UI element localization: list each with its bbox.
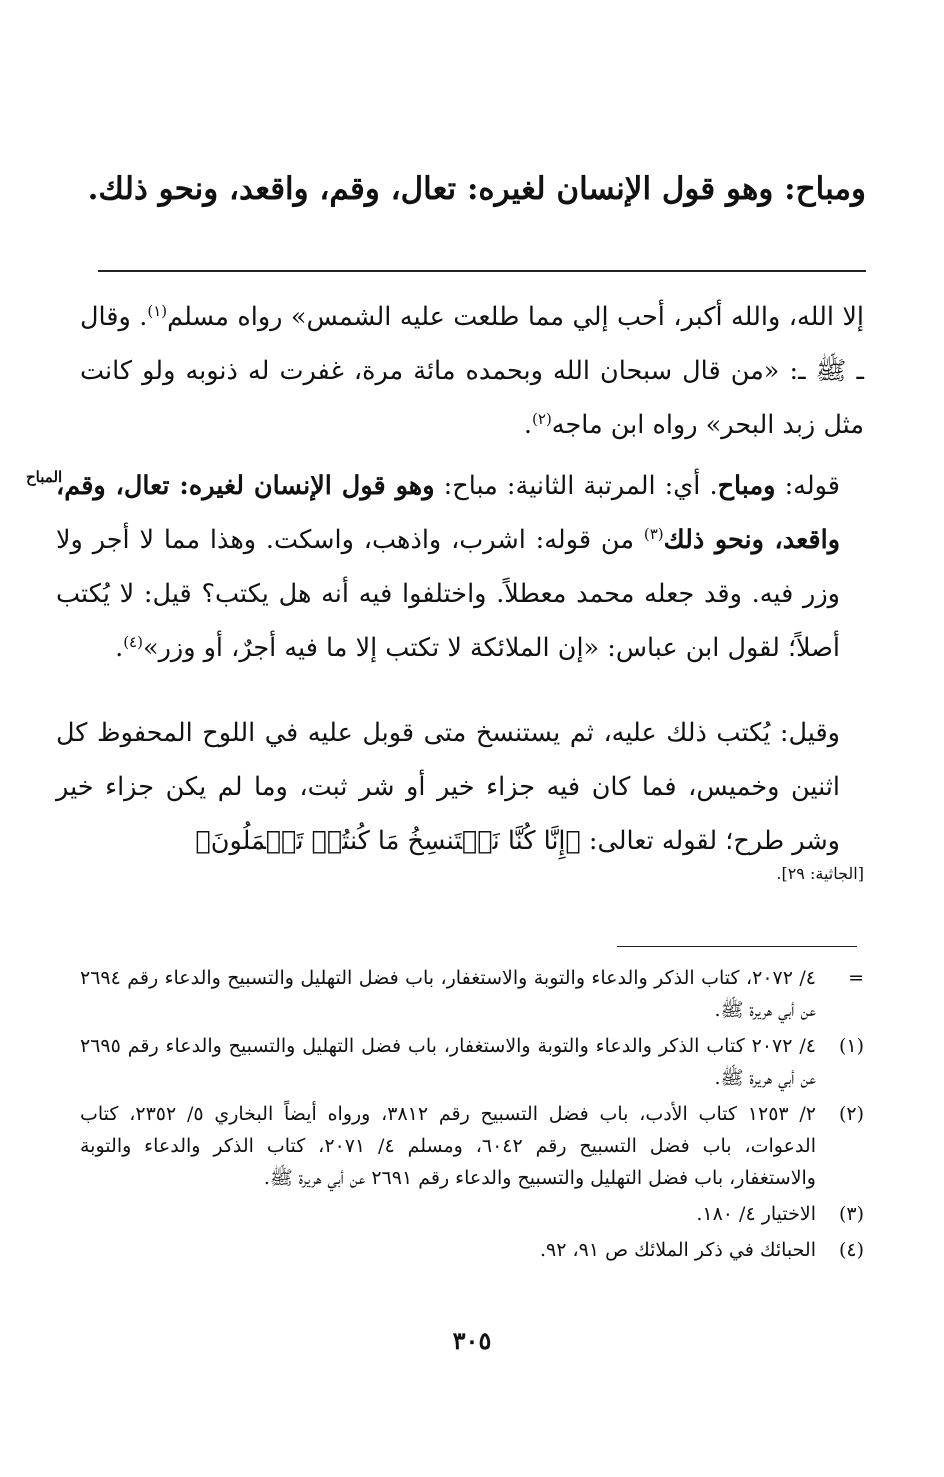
p2-bold-mubah: ومباح: [717, 471, 776, 501]
p1-text-a: إلا الله، والله أكبر، أحب إلي مما طلعت عليه الشمس» رواه مسلم: [167, 302, 864, 332]
footnote-ref-4[interactable]: (٤): [123, 633, 143, 651]
commentary-paragraph-3: [56, 706, 864, 868]
p2-bold-matn-quote: وهو قول الإنسان لغيره: تعال، وقم، واقعد، ونحو ذلك: [56, 471, 841, 555]
footnote-text: ٤/ ٢٠٧٢، كتاب الذكر والدعاء والتوبة والاستغفار، باب فضل التهليل والتسبيح والدعاء رقم ٢٦٩٤ عن أبي هريرة ﷺ.: [80, 967, 816, 1021]
quran-citation: [الجاثية: ٢٩].: [776, 864, 864, 883]
page-number: ٣٠٥: [452, 1326, 492, 1355]
footnote-separator: [617, 946, 857, 947]
footnote-ref-1[interactable]: (١): [147, 302, 168, 320]
footnote-ref-3[interactable]: (٣): [643, 525, 664, 543]
footnote-text: ٢/ ١٢٥٣ كتاب الأدب، باب فضل التسبيح رقم ٣٨١٢، ورواه أيضاً البخاري ٥/ ٢٣٥٢، كتاب الدعوات، باب فضل التسبيح رقم ٦٠٤٢، ومسلم ٤/ ٢٠٧١، كتاب الذكر والدعاء والتوبة والاستغفار، باب فضل التهليل والتسبيح والدعاء رقم ٢٦٩١ عن أبي هريرة ﷺ.: [80, 1103, 816, 1189]
p2-text-f: .: [115, 633, 124, 663]
footnote-item: [80, 1198, 864, 1230]
separator-rule: [98, 270, 866, 272]
commentary-paragraph-2: [56, 459, 864, 675]
footnote-number: (١): [838, 1035, 864, 1057]
footnote-item: [80, 1234, 864, 1266]
footnote-item: [80, 962, 864, 1026]
footnote-item: [80, 1030, 864, 1094]
p2-text-e: من قوله: اشرب، واذهب، واسكت. وهذا مما لا أجر ولا وزر فيه. وقد جعله محمد معطلاً. واختلفوا فيه أنه هل يكتب؟ قيل: لا يُكتب أصلاً؛ لقول ابن عباس: «إن الملائكة لا تكتب إلا ما فيه أجرٌ، أو وزر»: [56, 525, 840, 663]
matn-text: ومباح: وهو قول الإنسان لغيره: تعال، وقم، واقعد، ونحو ذلك.: [87, 171, 866, 207]
footnote-item: [80, 1098, 864, 1194]
footnote-number: (٢): [838, 1103, 864, 1125]
margin-heading: المباح: [26, 468, 63, 486]
p3-text-a: وقيل: يُكتب ذلك عليه، ثم يستنسخ متى قوبل عليه في اللوح المحفوظ كل اثنين وخميس، فما كان فيه جزاء خير أو شر ثبت، وما لم يكن جزاء خير وشر طرح؛ لقوله تعالى:: [56, 718, 840, 856]
p2-text-a: قوله:: [775, 471, 840, 501]
footnote-number: =: [848, 967, 864, 989]
commentary-paragraph-1: [80, 290, 864, 452]
p2-text-c: . أي: المرتبة الثانية: مباح:: [434, 471, 718, 501]
footnote-ref-2[interactable]: (٢): [532, 410, 552, 428]
footnote-number: (٣): [838, 1203, 864, 1225]
footnote-number: (٤): [838, 1239, 864, 1261]
footnote-text: الاختيار ٤/ ١٨٠.: [696, 1203, 816, 1225]
footnote-text: الحبائك في ذكر الملائك ص ٩١، ٩٢.: [540, 1239, 816, 1261]
footnote-text: ٤/ ٢٠٧٢ كتاب الذكر والدعاء والتوبة والاستغفار، باب فضل التهليل والتسبيح والدعاء رقم ٢٦٩٥ عن أبي هريرة ﷺ.: [80, 1035, 816, 1089]
p1-text-b: . وقال ـ ﷺ ـ: «من قال سبحان الله وبحمده مائة مرة، غفرت له ذنوبه ولو كانت مثل زبد البحر» رواه ابن ماجه: [80, 302, 864, 440]
footnotes: [80, 962, 864, 1270]
quran-verse: ﴿إِنَّا كُنَّا نَسۡتَنسِخُ مَا كُنتُمۡ تَعۡمَلُونَ﴾: [195, 826, 581, 856]
p1-text-c: .: [523, 410, 533, 440]
